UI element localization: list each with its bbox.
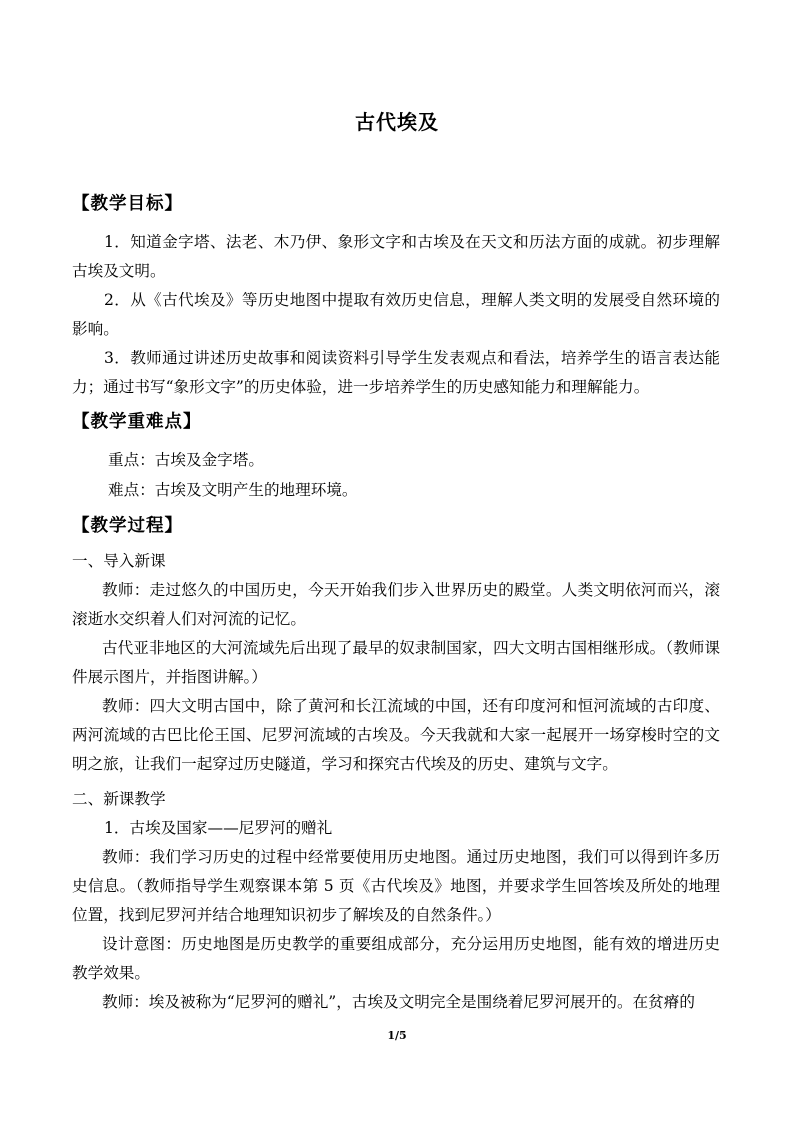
part2-paragraph-1: 教师：我们学习历史的过程中经常要使用历史地图。通过历史地图，我们可以得到许多历史信息。（教师指导学生观察课本第 5 页《古代埃及》地图，并要求学生回答埃及所处的地理位置，找到尼罗河并结合地理知识初步了解埃及的自然条件。）	[72, 848, 720, 924]
key-point-focus: 重点：古埃及金字塔。	[108, 451, 264, 469]
section-heading-key-points: 【教学重难点】	[72, 412, 202, 432]
section-heading-objectives: 【教学目标】	[72, 194, 183, 214]
section-heading-process: 【教学过程】	[72, 516, 183, 536]
part2-subtitle: 1．古埃及国家——尼罗河的赠礼	[104, 819, 333, 837]
objective-item-1: 1．知道金字塔、法老、木乃伊、象形文字和古埃及在天文和历法方面的成就。初步理解古埃及文明。	[72, 233, 720, 280]
part1-paragraph-2: 古代亚非地区的大河流域先后出现了最早的奴隶制国家，四大文明古国相继形成。（教师课件展示图片，并指图讲解。）	[72, 639, 720, 686]
part2-paragraph-3: 教师：埃及被称为“尼罗河的赠礼”，古埃及文明完全是围绕着尼罗河展开的。在贫瘠的	[102, 993, 695, 1011]
part1-paragraph-1: 教师：走过悠久的中国历史，今天开始我们步入世界历史的殿堂。人类文明依河而兴，滚滚逝水交织着人们对河流的记忆。	[72, 581, 720, 628]
part1-title: 一、导入新课	[72, 552, 166, 570]
document-title: 古代埃及	[355, 110, 439, 134]
key-point-difficulty: 难点：古埃及文明产生的地理环境。	[108, 481, 358, 499]
objective-item-2: 2．从《古代埃及》等历史地图中提取有效历史信息，理解人类文明的发展受自然环境的影响。	[72, 291, 720, 338]
objective-item-3: 3．教师通过讲述历史故事和阅读资料引导学生发表观点和看法，培养学生的语言表达能力；通过书写“象形文字”的历史体验，进一步培养学生的历史感知能力和理解能力。	[72, 349, 720, 396]
part2-title: 二、新课教学	[72, 790, 166, 808]
part1-paragraph-3: 教师：四大文明古国中，除了黄河和长江流域的中国，还有印度河和恒河流域的古印度、两河流域的古巴比伦王国、尼罗河流域的古埃及。今天我就和大家一起展开一场穿梭时空的文明之旅，让我们一起穿过历史隧道，学习和探究古代埃及的历史、建筑与文字。	[72, 697, 720, 773]
page-number: 1/5	[387, 1029, 407, 1042]
part2-paragraph-2: 设计意图：历史地图是历史教学的重要组成部分，充分运用历史地图，能有效的增进历史教学效果。	[72, 935, 720, 982]
